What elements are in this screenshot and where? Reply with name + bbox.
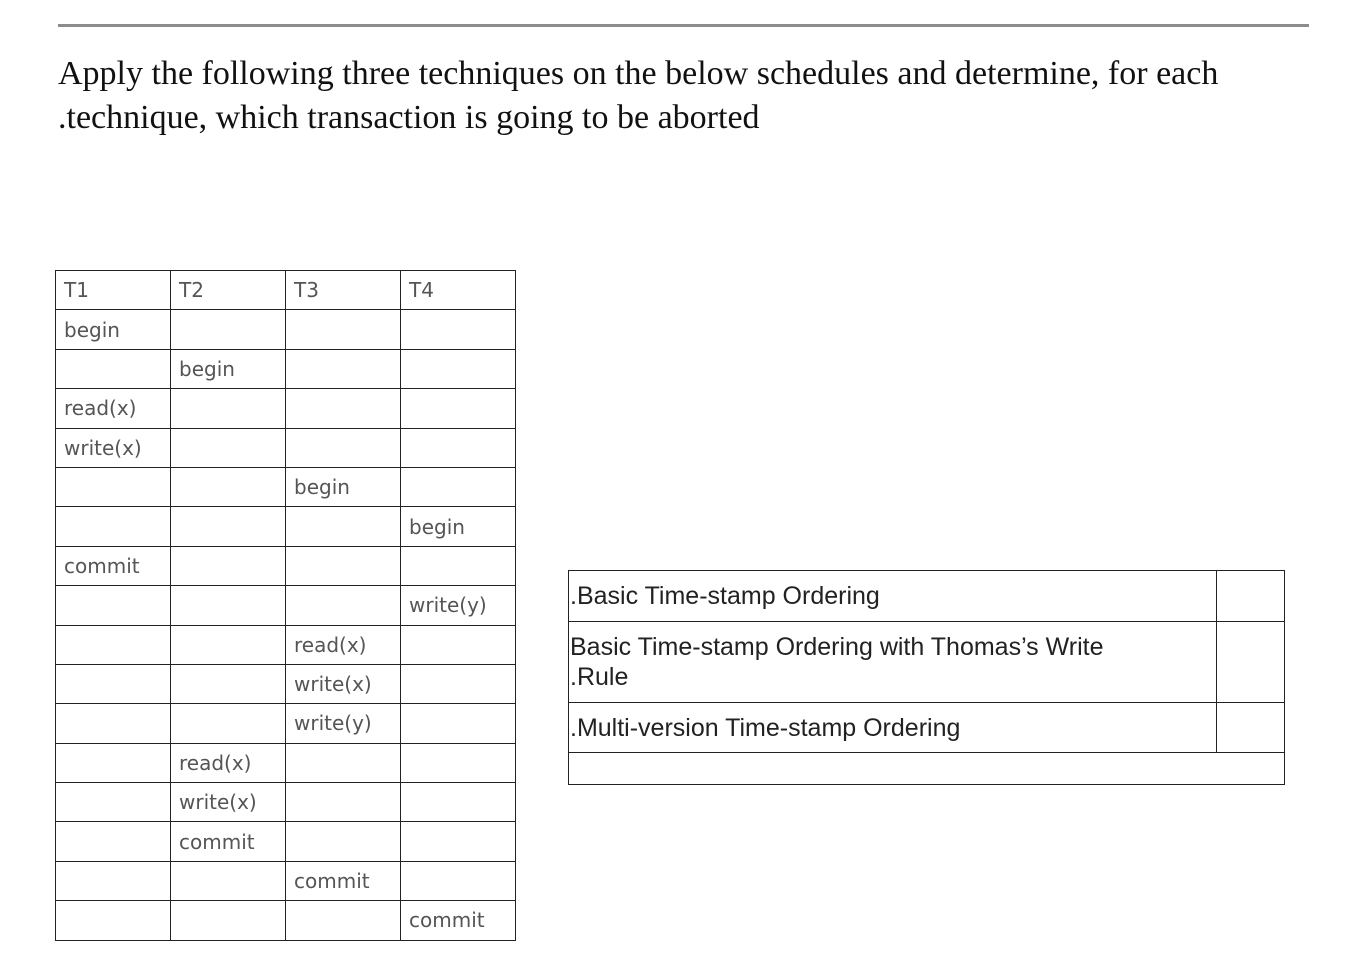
schedule-cell: begin bbox=[286, 467, 401, 506]
schedule-cell bbox=[56, 783, 171, 822]
schedule-cell bbox=[56, 349, 171, 388]
schedule-cell bbox=[401, 704, 516, 743]
schedule-cell bbox=[171, 467, 286, 506]
schedule-cell bbox=[401, 861, 516, 900]
schedule-cell bbox=[286, 901, 401, 940]
technique-row-empty bbox=[569, 753, 1285, 785]
answer-cell-multiversion[interactable] bbox=[1217, 703, 1285, 753]
schedule-cell: write(x) bbox=[286, 664, 401, 703]
schedule-cell: commit bbox=[171, 822, 286, 861]
schedule-cell bbox=[286, 783, 401, 822]
schedule-row bbox=[56, 783, 516, 822]
schedule-cell bbox=[56, 901, 171, 940]
schedule-row bbox=[56, 664, 516, 703]
schedule-table bbox=[55, 270, 516, 941]
schedule-row bbox=[56, 349, 516, 388]
schedule-cell bbox=[286, 822, 401, 861]
schedule-row bbox=[56, 389, 516, 428]
schedule-cell bbox=[171, 389, 286, 428]
question-text bbox=[58, 52, 1318, 140]
technique-label-thomas-line-2: .Rule bbox=[570, 663, 629, 691]
schedule-cell bbox=[56, 822, 171, 861]
schedule-row bbox=[56, 704, 516, 743]
schedule-cell bbox=[401, 428, 516, 467]
schedule-cell: commit bbox=[286, 861, 401, 900]
schedule-cell bbox=[401, 743, 516, 782]
schedule-cell bbox=[56, 625, 171, 664]
question-line-1: Apply the following three techniques on the below schedules and determine, for each bbox=[58, 55, 1219, 92]
schedule-cell bbox=[286, 389, 401, 428]
schedule-row bbox=[56, 625, 516, 664]
schedule-cell bbox=[286, 743, 401, 782]
schedule-cell bbox=[286, 586, 401, 625]
schedule-row bbox=[56, 467, 516, 506]
schedule-cell bbox=[286, 428, 401, 467]
schedule-cell: write(x) bbox=[171, 783, 286, 822]
schedule-cell bbox=[171, 901, 286, 940]
answer-cell-thomas[interactable] bbox=[1217, 622, 1285, 703]
schedule-cell bbox=[56, 586, 171, 625]
schedule-cell bbox=[56, 507, 171, 546]
schedule-cell bbox=[401, 349, 516, 388]
schedule-cell: begin bbox=[56, 310, 171, 349]
technique-label-thomas bbox=[569, 622, 1217, 703]
schedule-cell bbox=[401, 546, 516, 585]
schedule-row bbox=[56, 822, 516, 861]
technique-row-basic bbox=[569, 571, 1285, 622]
schedule-cell bbox=[171, 546, 286, 585]
schedule-cell bbox=[401, 783, 516, 822]
schedule-cell bbox=[56, 704, 171, 743]
schedule-cell: read(x) bbox=[56, 389, 171, 428]
schedule-cell bbox=[171, 664, 286, 703]
schedule-cell bbox=[56, 861, 171, 900]
schedule-row bbox=[56, 586, 516, 625]
schedule-cell: write(x) bbox=[56, 428, 171, 467]
schedule-cell bbox=[171, 861, 286, 900]
schedule-cell bbox=[286, 507, 401, 546]
schedule-header-t4: T4 bbox=[401, 271, 516, 310]
schedule-cell: begin bbox=[171, 349, 286, 388]
schedule-cell bbox=[286, 546, 401, 585]
answer-cell-basic[interactable] bbox=[1217, 571, 1285, 622]
schedule-row bbox=[56, 310, 516, 349]
technique-label-multiversion: .Multi-version Time-stamp Ordering bbox=[569, 703, 1217, 753]
schedule-cell: write(y) bbox=[401, 586, 516, 625]
techniques-table bbox=[568, 570, 1285, 785]
schedule-header-t3: T3 bbox=[286, 271, 401, 310]
schedule-row bbox=[56, 428, 516, 467]
schedule-cell bbox=[401, 467, 516, 506]
question-line-2: .technique, which transaction is going to be aborted bbox=[58, 99, 760, 136]
technique-row-thomas bbox=[569, 622, 1285, 703]
schedule-cell bbox=[171, 704, 286, 743]
schedule-cell bbox=[401, 389, 516, 428]
schedule-cell bbox=[401, 310, 516, 349]
schedule-row bbox=[56, 861, 516, 900]
schedule-cell: commit bbox=[56, 546, 171, 585]
schedule-cell: write(y) bbox=[286, 704, 401, 743]
schedule-cell bbox=[56, 743, 171, 782]
schedule-cell bbox=[171, 625, 286, 664]
schedule-cell: commit bbox=[401, 901, 516, 940]
technique-label-basic: .Basic Time-stamp Ordering bbox=[569, 571, 1217, 622]
schedule-cell: begin bbox=[401, 507, 516, 546]
schedule-cell bbox=[171, 507, 286, 546]
top-divider bbox=[58, 24, 1309, 27]
schedule-row bbox=[56, 743, 516, 782]
schedule-cell bbox=[401, 822, 516, 861]
schedule-row bbox=[56, 901, 516, 940]
schedule-row bbox=[56, 546, 516, 585]
technique-label-thomas-line-1: Basic Time-stamp Ordering with Thomas’s Write bbox=[570, 633, 1104, 661]
schedule-cell bbox=[171, 586, 286, 625]
schedule-cell: read(x) bbox=[286, 625, 401, 664]
schedule-cell bbox=[171, 428, 286, 467]
schedule-cell bbox=[171, 310, 286, 349]
schedule-header-t2: T2 bbox=[171, 271, 286, 310]
technique-row-multiversion bbox=[569, 703, 1285, 753]
schedule-cell bbox=[286, 310, 401, 349]
schedule-cell bbox=[401, 664, 516, 703]
schedule-row bbox=[56, 507, 516, 546]
schedule-header-t1: T1 bbox=[56, 271, 171, 310]
schedule-cell: read(x) bbox=[171, 743, 286, 782]
schedule-cell bbox=[56, 664, 171, 703]
schedule-cell bbox=[286, 349, 401, 388]
schedule-cell bbox=[56, 467, 171, 506]
empty-cell bbox=[569, 753, 1285, 785]
schedule-header-row bbox=[56, 271, 516, 310]
schedule-cell bbox=[401, 625, 516, 664]
